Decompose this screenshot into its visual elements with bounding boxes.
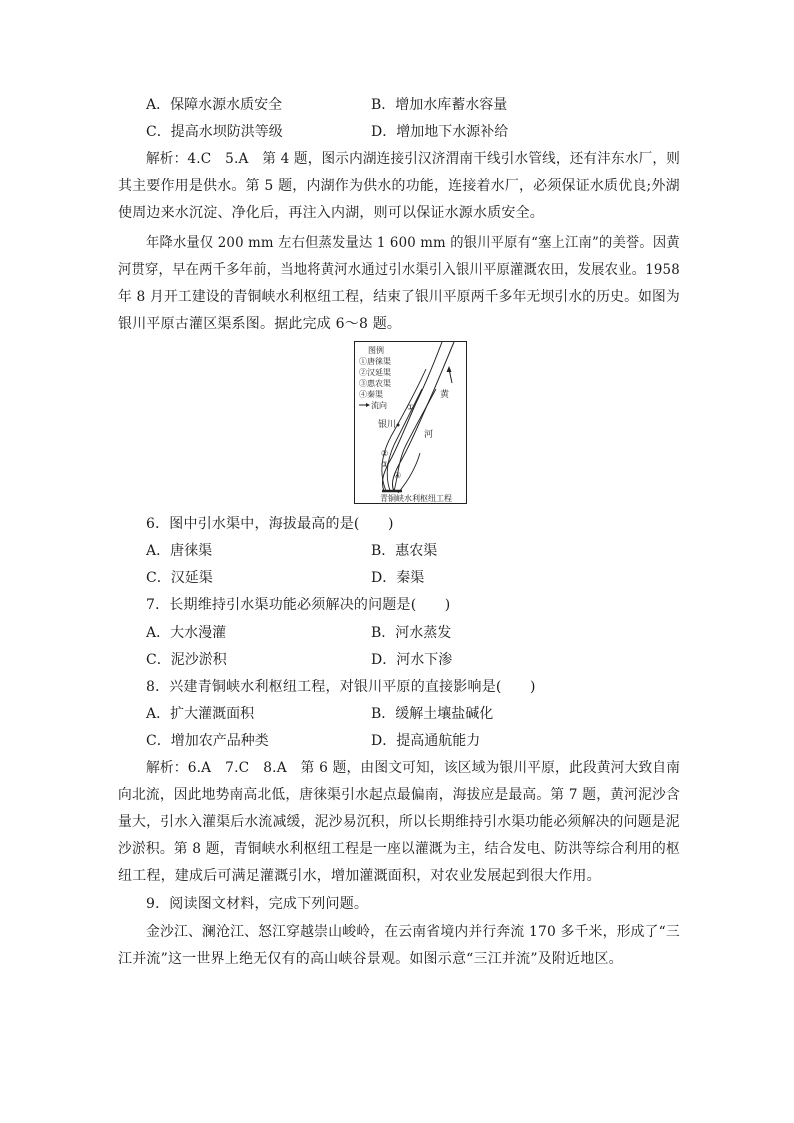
q45-option-c: C．提高水坝防洪等级 (146, 124, 283, 140)
q6-option-d: D．秦渠 (371, 570, 425, 586)
q8-option-c: C．增加农产品种类 (146, 733, 269, 749)
map-caption: 青铜峡水利枢纽工程 (380, 494, 452, 503)
q45-option-b: B．增加水库蓄水容量 (371, 97, 508, 113)
marker-2: ② (381, 449, 389, 458)
marker-1: ① (407, 403, 415, 412)
label-yinchuan: 银川 (378, 420, 397, 430)
analysis-45-line-1: 解析：4.C 5.A 第 4 题，图示内湖连接引汉济渭南干线引水管线，还有沣东水厂，则 (146, 151, 681, 167)
legend-flow: 流向 (371, 401, 387, 410)
analysis-68-line-3: 量大，引水入灌渠后水流减缓，泥沙易沉积，所以长期维持引水渠功能必须解决的问题是泥 (118, 814, 680, 830)
q6-option-a: A．唐徕渠 (146, 543, 213, 559)
legend-qin: ④秦渠 (359, 390, 383, 399)
legend-huinong: ③惠农渠 (359, 379, 391, 388)
q7-option-d: D．河水下渗 (371, 652, 453, 668)
passage-68-line-4: 银川平原古灌区渠系图。据此完成 6～8 题。 (118, 316, 402, 332)
q9-stem: 9．阅读图文材料，完成下列问题。 (146, 896, 369, 912)
q6-stem: 6．图中引水渠中，海拔最高的是( ) (146, 516, 394, 532)
q45-option-a: A．保障水源水质安全 (146, 97, 283, 113)
q7-option-b: B．河水蒸发 (371, 625, 452, 641)
analysis-45-line-2: 其主要作用是供水。第 5 题，内湖作为供水的功能，连接着水厂，必须保证水质优良;外湖 (118, 178, 680, 194)
legend-tanglai: ①唐徕渠 (359, 357, 391, 366)
q9-passage-line-2: 江并流”这一世界上绝无仅有的高山峡谷景观。如图示意“三江并流”及附近地区。 (118, 951, 623, 967)
q8-stem: 8．兴建青铜峡水利枢纽工程，对银川平原的直接影响是( ) (146, 679, 536, 695)
legend-title: 图例 (368, 346, 384, 355)
marker-4: ④ (394, 471, 402, 480)
analysis-68-line-4: 沙淤积。第 8 题，青铜峡水利枢纽工程是一座以灌溉为主，结合发电、防洪等综合利用的枢 (118, 841, 680, 857)
label-huang: 黄 (440, 390, 450, 400)
q8-option-d: D．提高通航能力 (371, 733, 481, 749)
passage-68-line-2: 河贯穿，早在两千多年前，当地将黄河水通过引水渠引入银川平原灌溉农田，发展农业。1958 (118, 262, 680, 278)
analysis-68-line-5: 纽工程，建成后可满足灌溉引水，增加灌溉面积，对农业发展起到很大作用。 (118, 868, 601, 884)
q6-option-c: C．汉延渠 (146, 570, 213, 586)
marker-3: ③ (381, 460, 389, 469)
analysis-68-line-2: 向北流，因此地势南高北低，唐徕渠引水起点最偏南，海拔应是最高。第 7 题，黄河泥沙含 (118, 787, 680, 803)
q8-option-b: B．缓解土壤盐碱化 (371, 706, 494, 722)
q7-stem: 7．长期维持引水渠功能必须解决的问题是( ) (146, 597, 451, 613)
yinchuan-dot (397, 424, 400, 427)
analysis-68-line-1: 解析：6.A 7.C 8.A 第 6 题，由图文可知，该区域为银川平原，此段黄河大致自南 (146, 760, 681, 776)
analysis-45-line-3: 使周边来水沉淀、净化后，再注入内湖，则可以保证水源水质安全。 (118, 205, 544, 221)
passage-68-line-1: 年降水量仅 200 mm 左右但蒸发量达 1 600 mm 的银川平原有“塞上江南”的美誉。因黄 (146, 235, 680, 251)
q6-option-b: B．惠农渠 (371, 543, 438, 559)
canal-system-map (354, 341, 467, 504)
q8-option-a: A．扩大灌溉面积 (146, 706, 255, 722)
q9-passage-line-1: 金沙江、澜沧江、怒江穿越崇山峻岭，在云南省境内并行奔流 170 多千米，形成了“三 (146, 924, 680, 940)
passage-68-line-3: 年 8 月开工建设的青铜峡水利枢纽工程，结束了银川平原两千多年无坝引水的历史。如图为 (118, 289, 680, 305)
label-he: 河 (424, 430, 434, 440)
legend-hanyan: ②汉延渠 (359, 368, 391, 377)
q45-option-d: D．增加地下水源补给 (371, 124, 509, 140)
q7-option-c: C．泥沙淤积 (146, 652, 227, 668)
q7-option-a: A．大水漫灌 (146, 625, 227, 641)
